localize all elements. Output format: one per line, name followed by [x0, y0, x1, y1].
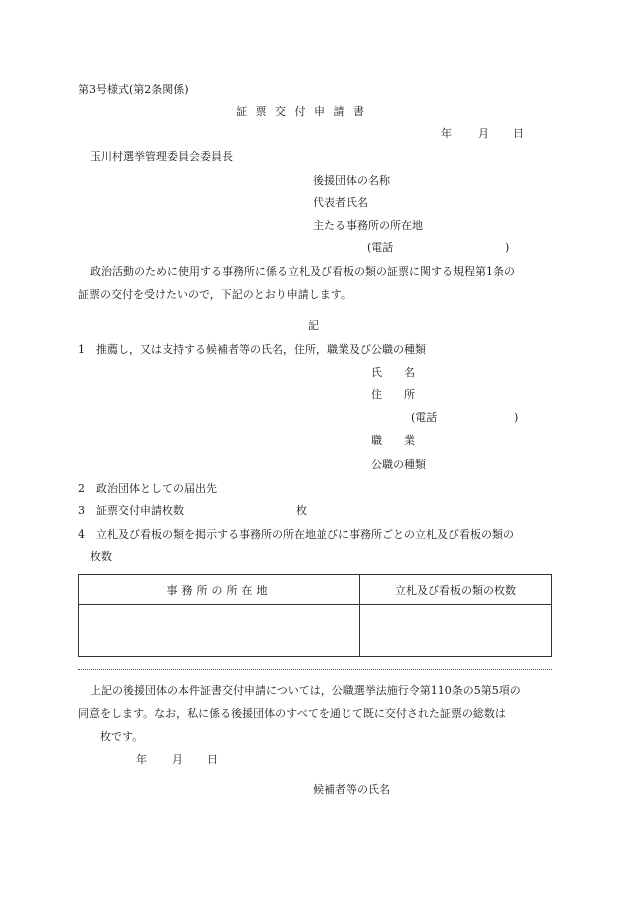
- org-name-label: 後援団体の名称: [313, 174, 390, 187]
- candidate-phone-close: ): [514, 411, 519, 424]
- item-4-line-2: 枚数: [90, 550, 112, 563]
- candidate-name-label: 氏 名: [371, 366, 415, 379]
- item-2: 2 政治団体としての届出先: [78, 482, 217, 495]
- item-1: 1 推薦し，又は支持する候補者等の氏名，住所，職業及び公職の種類: [78, 343, 426, 356]
- candidate-office-type-label: 公職の種類: [371, 458, 426, 471]
- applicant-phone-close: ): [505, 241, 510, 254]
- sign-count-cell[interactable]: [360, 605, 552, 657]
- candidate-phone-open: (電話: [411, 411, 438, 424]
- form-title: 証票交付申請書: [236, 105, 373, 118]
- item-3-unit: 枚: [296, 504, 307, 517]
- consent-date-month: 月: [172, 753, 183, 766]
- office-table: [78, 574, 552, 657]
- consent-date-year: 年: [136, 753, 147, 766]
- item-4-line-1: 4 立札及び看板の類を掲示する事務所の所在地並びに事務所ごとの立札及び看板の類の: [78, 528, 514, 541]
- candidate-address-label: 住 所: [371, 388, 415, 401]
- representative-label: 代表者氏名: [313, 196, 368, 209]
- sign-count-header: 立札及び看板の類の枚数: [360, 575, 552, 605]
- ki-heading: 記: [308, 319, 319, 332]
- form-number: 第3号様式(第2条関係): [78, 83, 189, 96]
- candidate-occupation-label: 職 業: [371, 434, 415, 447]
- item-3: 3 証票交付申請枚数: [78, 504, 184, 517]
- office-address-header: 事務所の所在地: [79, 575, 360, 605]
- dotted-separator: [78, 669, 552, 670]
- date-day: 日: [513, 127, 524, 140]
- consent-date-day: 日: [207, 753, 218, 766]
- office-address-label: 主たる事務所の所在地: [313, 219, 423, 232]
- date-year: 年: [441, 127, 452, 140]
- consent-line-1: 上記の後援団体の本件証書交付申請については，公職選挙法施行令第110条の5第5項の: [90, 684, 521, 697]
- intro-line-2: 証票の交付を受けたいので，下記のとおり申請します。: [78, 288, 352, 301]
- office-address-cell[interactable]: [79, 605, 360, 657]
- consent-line-3: 枚です。: [100, 730, 144, 743]
- intro-line-1: 政治活動のために使用する事務所に係る立札及び看板の類の証票に関する規程第1条の: [90, 265, 515, 278]
- date-month: 月: [478, 127, 489, 140]
- applicant-phone-open: (電話: [367, 241, 394, 254]
- candidate-signature-label: 候補者等の氏名: [313, 783, 390, 796]
- addressee: 玉川村選挙管理委員会委員長: [90, 150, 233, 163]
- consent-line-2: 同意をします。なお，私に係る後援団体のすべてを通じて既に交付された証票の総数は: [78, 707, 506, 720]
